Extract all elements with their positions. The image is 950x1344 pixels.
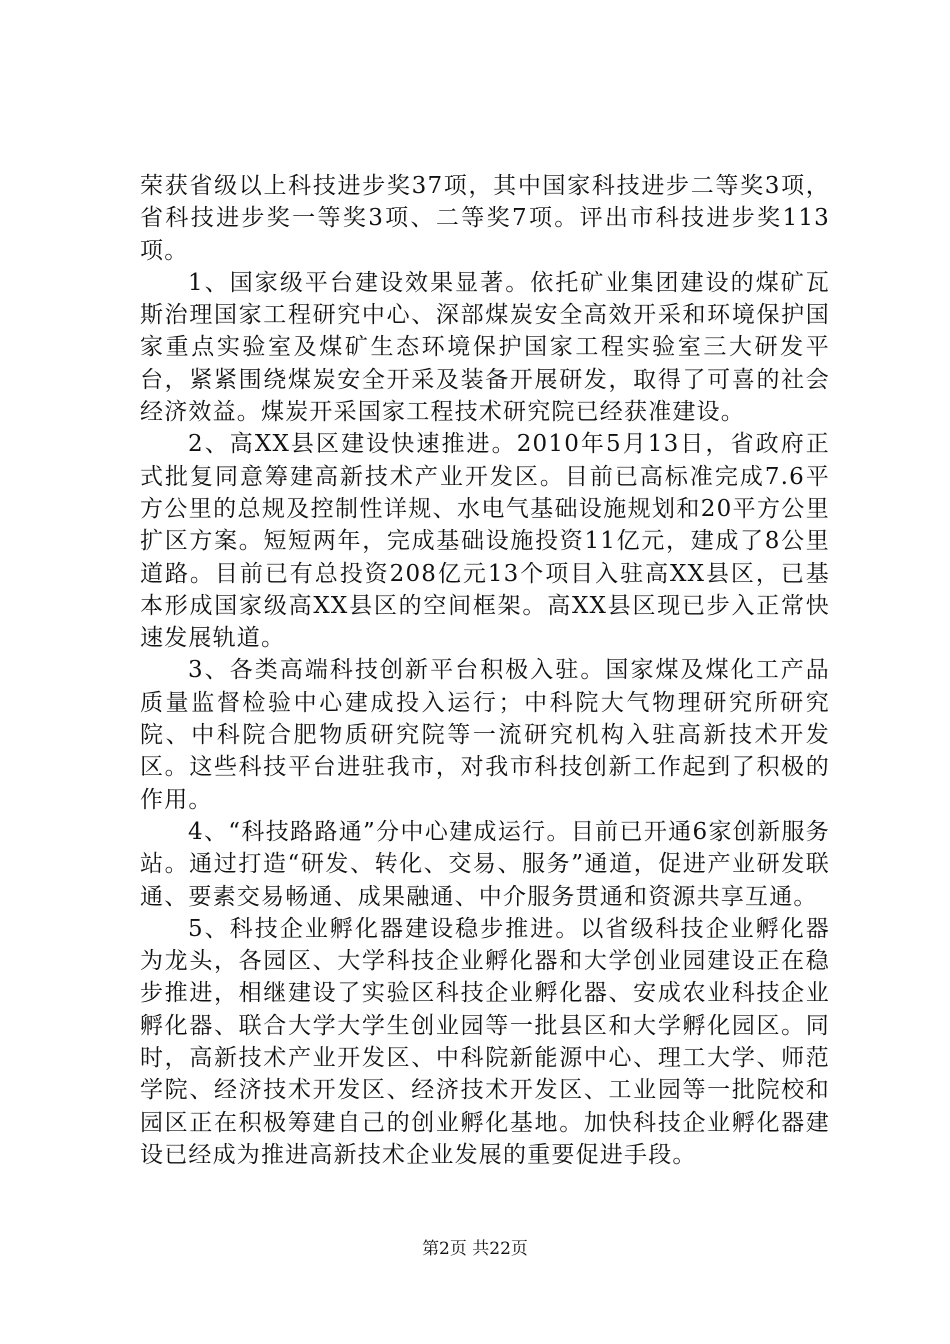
paragraph-incubators: 5、科技企业孵化器建设稳步推进。以省级科技企业孵化器为龙头，各园区、大学科技企业孵化器和大学创业园建设正在稳步推进，相继建设了实验区科技企业孵化器、安成农业科技企业孵化器、联合大学大学生创业园等一批县区和大学孵化园区。同时，高新技术产业开发区、中科院新能源中心、理工大学、师范学院、经济技术开发区、经济技术开发区、工业园等一批院校和园区正在积极筹建自己的创业孵化基地。加快科技企业孵化器建设已经成为推进高新技术企业发展的重要促进手段。: [140, 915, 830, 1168]
document-body: [140, 170, 830, 1171]
page-footer: 第2页 共22页: [422, 1239, 528, 1259]
paragraph-tech-network: 4、“科技路路通”分中心建成运行。目前已开通6家创新服务站。通过打造“研发、转化、交易、服务”通道，促进产业研发联通、要素交易畅通、成果融通、中介服务贯通和资源共享互通。: [140, 818, 830, 910]
paragraph-innovation-platforms: 3、各类高端科技创新平台积极入驻。国家煤及煤化工产品质量监督检验中心建成投入运行；中科院大气物理研究所研究院、中科院合肥物质研究院等一流研究机构入驻高新技术开发区。这些科技平台进驻我市，对我市科技创新工作起到了积极的作用。: [140, 657, 830, 813]
paragraph-national-platforms: 1、国家级平台建设效果显著。依托矿业集团建设的煤矿瓦斯治理国家工程研究中心、深部煤炭安全高效开采和环境保护国家重点实验室及煤矿生态环境保护国家工程实验室三大研发平台，紧紧围绕煤炭安全开采及装备开展研发，取得了可喜的社会经济效益。煤炭开采国家工程技术研究院已经获准建设。: [140, 269, 830, 426]
paragraph-high-tech-zone: 2、高XX县区建设快速推进。2010年5月13日，省政府正式批复同意筹建高新技术产业开发区。目前已高标准完成7.6平方公里的总规及控制性详规、水电气基础设施规划和20平方公里扩区方案。短短两年，完成基础设施投资11亿元，建成了8公里道路。目前已有总投资208亿元13个项目入驻高XX县区，已基本形成国家级高XX县区的空间框架。高XX县区现已步入正常快速发展轨道。: [140, 431, 830, 652]
paragraph-awards-continued: 荣获省级以上科技进步奖37项，其中国家科技进步二等奖3项，省科技进步奖一等奖3项、二等奖7项。评出市科技进步奖113项。: [140, 173, 830, 264]
